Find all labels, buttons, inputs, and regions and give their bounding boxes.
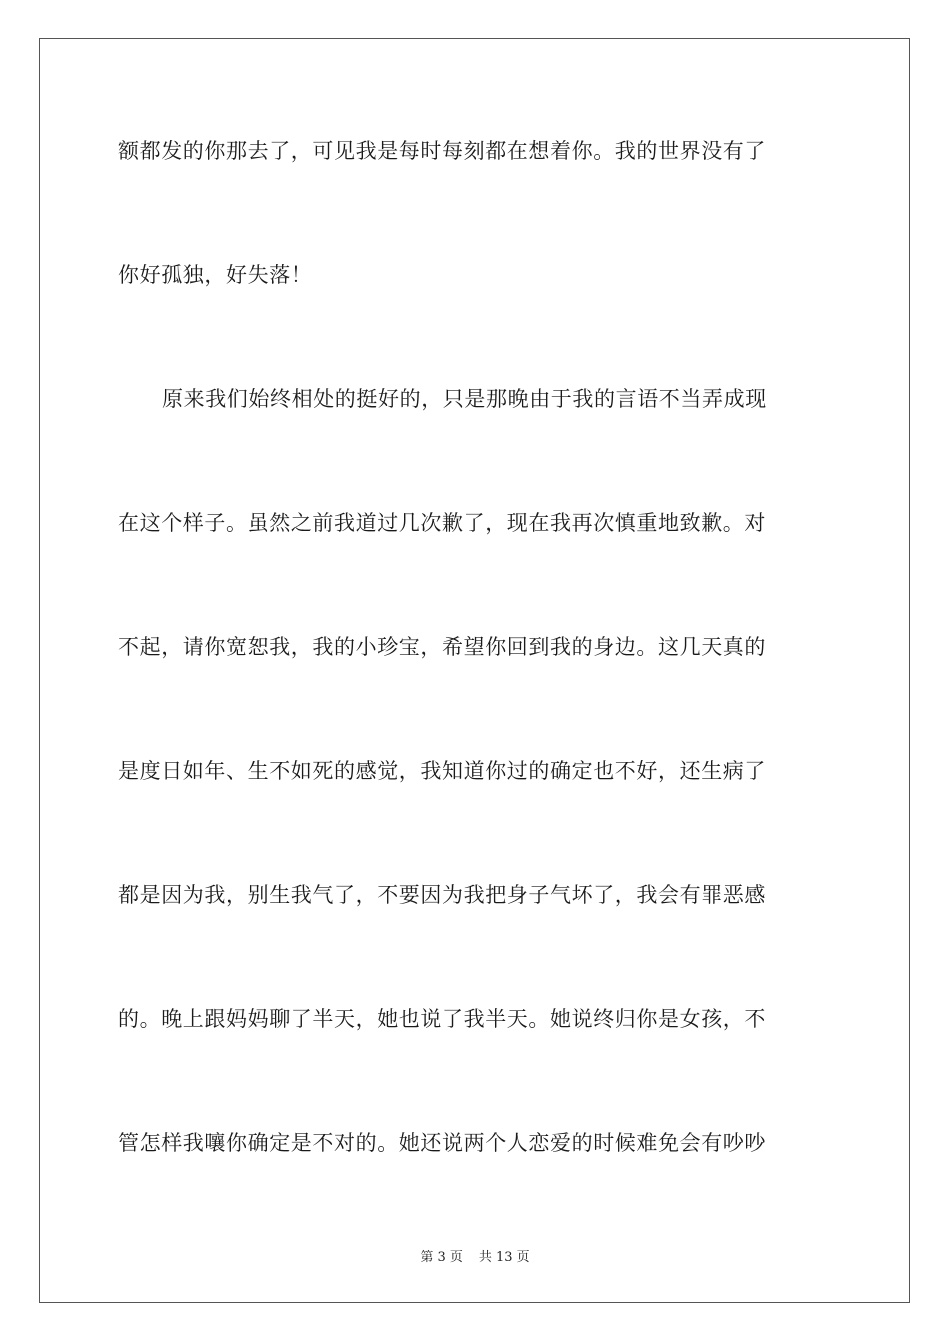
text-line: 在这个样子。虽然之前我道过几次歉了，现在我再次慎重地致歉。对 [118, 511, 766, 535]
paragraph-start-line: 原来我们始终相处的挺好的，只是那晚由于我的言语不当弄成现 [162, 387, 767, 411]
page-total: 共 13 页 [478, 1250, 530, 1265]
page-number: 第 3 页 [420, 1250, 463, 1265]
text-line: 管怎样我嚷你确定是不对的。她还说两个人恋爱的时候难免会有吵吵 [118, 1131, 766, 1155]
page-border [39, 38, 910, 1303]
text-line: 是度日如年、生不如死的感觉，我知道你过的确定也不好，还生病了 [118, 759, 766, 783]
page-footer [0, 1246, 950, 1265]
text-line: 的。晚上跟妈妈聊了半天，她也说了我半天。她说终归你是女孩，不 [118, 1007, 766, 1031]
text-line: 额都发的你那去了，可见我是每时每刻都在想着你。我的世界没有了 [118, 139, 766, 163]
text-line: 不起，请你宽恕我，我的小珍宝，希望你回到我的身边。这几天真的 [118, 635, 766, 659]
text-line: 都是因为我，别生我气了，不要因为我把身子气坏了，我会有罪恶感 [118, 883, 766, 907]
text-line: 你好孤独，好失落！ [118, 263, 313, 287]
